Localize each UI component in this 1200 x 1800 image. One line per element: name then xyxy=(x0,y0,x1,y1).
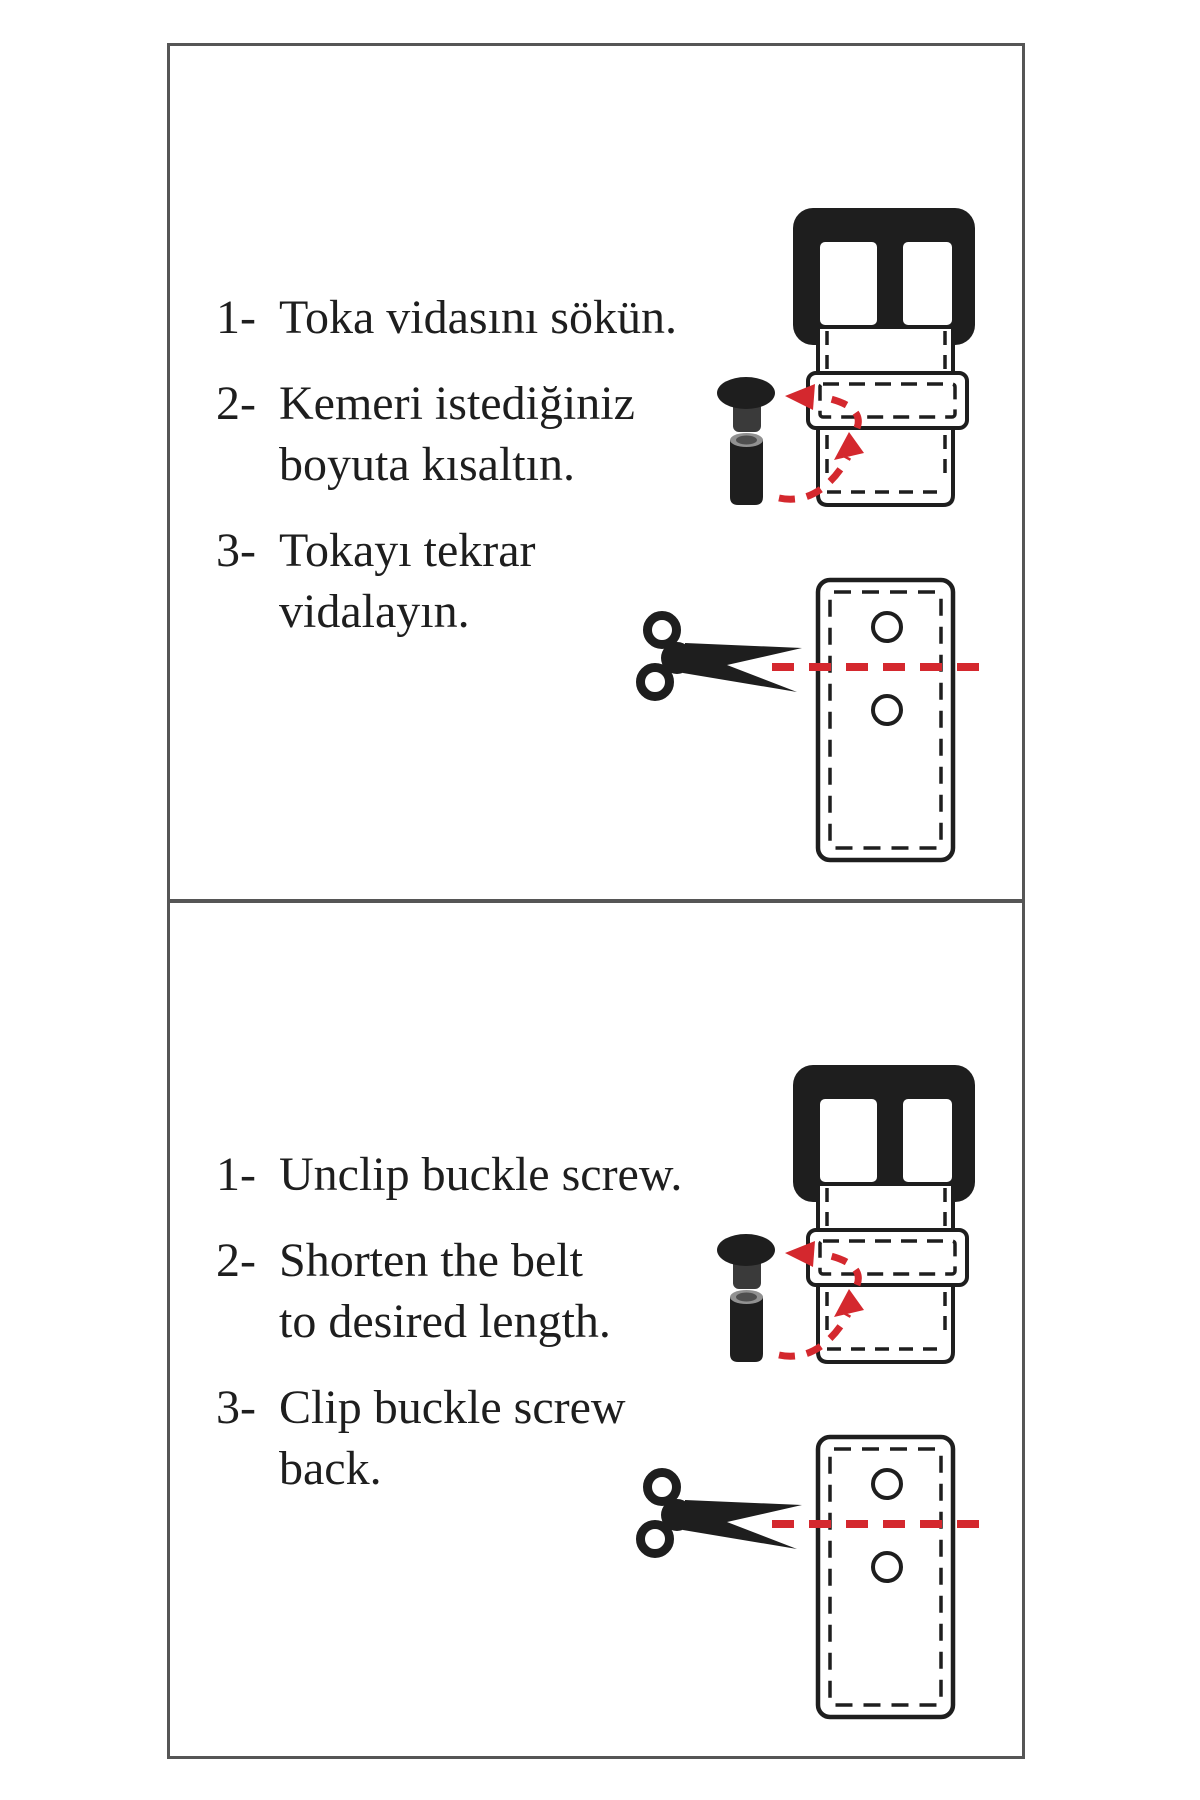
scissors-icon xyxy=(641,1473,803,1554)
belt-buckle-illustration xyxy=(793,1065,975,1362)
step-number: 1- xyxy=(216,1148,256,1201)
step-number: 2- xyxy=(216,377,256,430)
step-number: 3- xyxy=(216,1381,256,1434)
step-number: 2- xyxy=(216,1234,256,1287)
belt-strap-cut-illustration xyxy=(818,580,953,860)
leaflet-frame xyxy=(167,43,1025,1759)
buckle-screw-illustration xyxy=(717,377,775,505)
step-text: Unclip buckle screw. xyxy=(279,1148,683,1201)
step-text: Toka vidasını sökün. xyxy=(279,291,677,344)
step-text: Clip buckle screw back. xyxy=(279,1381,626,1495)
step-text: Shorten the belt to desired length. xyxy=(279,1234,611,1348)
step-text: Kemeri istediğiniz boyuta kısaltın. xyxy=(279,377,635,491)
scissors-icon xyxy=(641,616,803,697)
panel-illustration xyxy=(170,903,1022,1756)
belt-buckle-illustration xyxy=(793,208,975,505)
panel-english xyxy=(170,903,1022,1756)
step-text: Tokayı tekrar vidalayın. xyxy=(279,524,536,638)
step-number: 1- xyxy=(216,291,256,344)
panel-turkish xyxy=(170,46,1022,903)
buckle-screw-illustration xyxy=(717,1234,775,1362)
panel-illustration xyxy=(170,46,1022,899)
step-number: 3- xyxy=(216,524,256,577)
belt-strap-cut-illustration xyxy=(818,1437,953,1717)
